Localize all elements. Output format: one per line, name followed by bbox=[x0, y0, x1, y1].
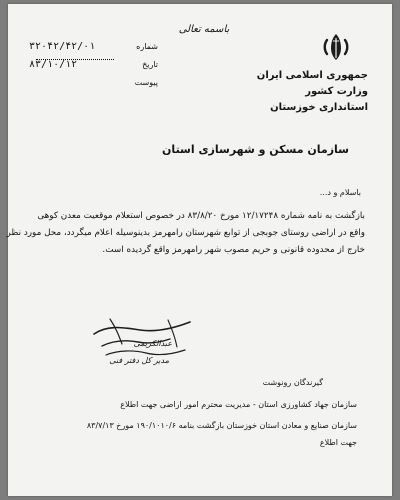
iran-emblem-icon bbox=[318, 30, 354, 64]
organization-header bbox=[248, 68, 368, 116]
body-line-2: واقع در اراضی روستای جوبجی از توابع شهرستان رامهرمز بدینوسیله اعلام میگردد، محل مورد نظر bbox=[6, 228, 365, 238]
letter-page bbox=[8, 4, 392, 496]
attachment-row bbox=[26, 74, 158, 90]
body-line-3: خارج از محدوده قانونی و حریم مصوب شهر رامهرمز واقع گردیده است. bbox=[102, 245, 365, 255]
cc-line-2: سازمان صنایع و معادن استان خوزستان بازگشت بنامه ۱۹۰/۱۰۱۰/۶ مورخ ۸۳/۷/۱۳ bbox=[86, 421, 357, 430]
org-line-1: جمهوری اسلامی ایران bbox=[256, 70, 368, 81]
letter-number-value: ۳۲۰۴۲/۴۲/۰۱ bbox=[29, 40, 96, 52]
letter-metadata bbox=[26, 38, 158, 92]
number-row bbox=[26, 38, 158, 54]
org-line-2: وزارت کشور bbox=[305, 86, 368, 97]
org-line-3: استانداری خوزستان bbox=[270, 102, 368, 113]
letter-date-value: ۸۳/۱۰/۱۲ bbox=[29, 58, 78, 70]
body-line-1: بازگشت به نامه شماره ۱۲/۱۷۲۴۸ مورخ ۸۳/۸/۲۰ در خصوص استعلام موقعیت معدن کوهی bbox=[37, 211, 365, 221]
recipient-heading: سازمان مسکن و شهرسازی استان bbox=[162, 143, 349, 156]
cc-title: گیرندگان رونوشت bbox=[262, 378, 323, 387]
attachment-label: پیوست bbox=[134, 77, 158, 87]
attachment-dotted-line bbox=[36, 59, 114, 60]
salutation-text: باسلام و د... bbox=[319, 188, 361, 197]
letter-body bbox=[6, 208, 365, 259]
marker-dot bbox=[352, 432, 354, 434]
letter-date-label: تاریخ bbox=[142, 59, 158, 69]
bismillah-heading: باسمه تعالی bbox=[178, 24, 230, 35]
cc-line-3: جهت اطلاع bbox=[319, 438, 357, 447]
letter-number-label: شماره bbox=[136, 41, 158, 51]
signatory-name: عبدالکریمی bbox=[133, 339, 172, 348]
cc-line-1: سازمان جهاد کشاورزی استان - مدیریت محترم امور اراضی جهت اطلاع bbox=[120, 400, 357, 409]
signatory-title: مدیر کل دفتر فنی bbox=[109, 356, 169, 365]
